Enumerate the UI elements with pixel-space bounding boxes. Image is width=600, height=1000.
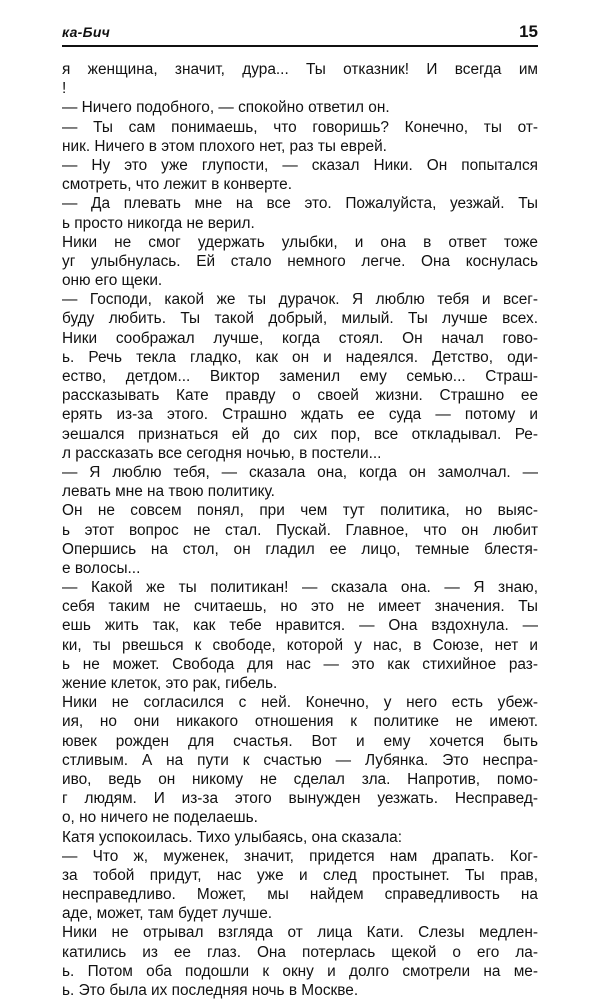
body-text (62, 60, 538, 1000)
text-line: буду любить. Ты такой добрый, милый. Ты лучше всех. (62, 310, 538, 328)
text-line: рассказывать Кате правду о своей жизни. Страшно ее (62, 387, 538, 405)
text-line: смотреть, что лежит в конверте. (62, 176, 293, 194)
text-line: ки, ты рвешься к свободе, которой у нас, в Союзе, нет и (62, 636, 538, 654)
running-head (62, 22, 538, 44)
text-line: уг улыбнулась. Ей стало немного легче. Она коснулась (62, 252, 538, 270)
text-line: я женщина, значит, дура... Ты отказник! И всегда им (62, 61, 538, 78)
text-line: ь просто никогда не верил. (62, 214, 255, 232)
text-line: — Что ж, муженек, значит, придется нам драпать. Ког- (62, 847, 538, 865)
text-line: — Я люблю тебя, — сказала она, когда он замолчал. — (62, 463, 538, 481)
text-line: ество, детдом... Виктор заменил ему семью... Страш- (62, 368, 538, 385)
text-line: эешался признаться ей до сих пор, все откладывал. Ре- (62, 425, 538, 443)
text-line: ия, но они никакого отношения к политике не имеют. (62, 713, 538, 731)
text-line: — Ну это уже глупости, — сказал Ники. Он попытался (62, 156, 538, 174)
text-line: ь этот вопрос не стал. Пускай. Главное, что он любит (62, 521, 538, 539)
text-line: Ники не отрывал взгляда от лица Кати. Слезы медлен- (62, 924, 538, 942)
text-line: Опершись на стол, он гладил ее лицо, темные блестя- (62, 540, 538, 558)
text-line: ! (62, 80, 67, 98)
text-line: — Господи, какой же ты дурачок. Я люблю тебя и всег- (62, 291, 538, 309)
text-line: ь не может. Свобода для нас — это как стихийное раз- (62, 655, 538, 673)
header-rule (62, 45, 538, 47)
text-line: левать мне на твою политику. (62, 483, 275, 501)
text-line: г людям. И из-за этого вынужден уезжать. Несправед- (62, 790, 538, 808)
text-line: ь. Речь текла гладко, как он и надеялся. Детство, оди- (62, 348, 538, 366)
text-line: жение клеток, это рак, гибель. (62, 675, 278, 692)
text-line: о, но ничего не поделаешь. (62, 809, 258, 827)
text-line: ешь жить так, как тебе нравится. — Она вздохнула. — (62, 617, 538, 635)
text-line: — Ничего подобного, — спокойно ответил он. (62, 99, 390, 117)
text-line: катились из ее глаз. Она потерлась щекой о его ла- (62, 943, 538, 961)
text-line: оню его щеки. (62, 272, 163, 290)
page-number: 15 (519, 22, 538, 41)
text-line: Ники соображал лучше, когда стоял. Он начал гово- (62, 329, 538, 347)
text-line: л рассказать все сегодня ночью, в постели... (62, 444, 382, 462)
text-line: себя таким не считаешь, но это не имеет значения. Ты (62, 598, 538, 616)
text-line: Он не совсем понял, при чем тут политика, но выяс- (62, 502, 538, 520)
text-line: иво, ведь он никому не сделал зла. Напротив, помо- (62, 770, 538, 788)
text-line: Ники не согласился с ней. Конечно, у него есть убеж- (62, 694, 538, 712)
text-line: ерять из-за этого. Страшно ждать ее суда — потому и (62, 406, 538, 424)
text-line: — Ты сам понимаешь, что говоришь? Конечно, ты от- (62, 118, 538, 136)
text-line: Ники не смог удержать улыбки, и она в ответ тоже (62, 233, 538, 251)
text-line: аде, может, там будет лучше. (62, 905, 273, 923)
text-line: несправедливо. Может, мы найдем справедливость на (62, 886, 538, 904)
text-line: ник. Ничего в этом плохого нет, раз ты еврей. (62, 137, 387, 155)
text-line: ь. Это была их последняя ночь в Москве. (62, 982, 359, 999)
text-line: ь. Потом оба подошли к окну и долго смотрели на ме- (62, 962, 538, 980)
running-title: ка-Бич (62, 24, 111, 40)
text-line: — Какой же ты политикан! — сказала она. — Я знаю, (62, 579, 538, 597)
text-line: е волосы... (62, 559, 141, 577)
text-line: стливым. А на пути к счастью — Лубянка. Это неспра- (62, 751, 538, 769)
text-line: ювек рожден для счастья. Вот и ему хочется быть (62, 732, 538, 750)
text-line: Катя успокоилась. Тихо улыбаясь, она сказала: (62, 828, 403, 846)
text-line: за тобой придут, нас уже и след простынет. Ты прав, (62, 866, 538, 884)
text-line: — Да плевать мне на все это. Пожалуйста, уезжай. Ты (62, 195, 538, 213)
